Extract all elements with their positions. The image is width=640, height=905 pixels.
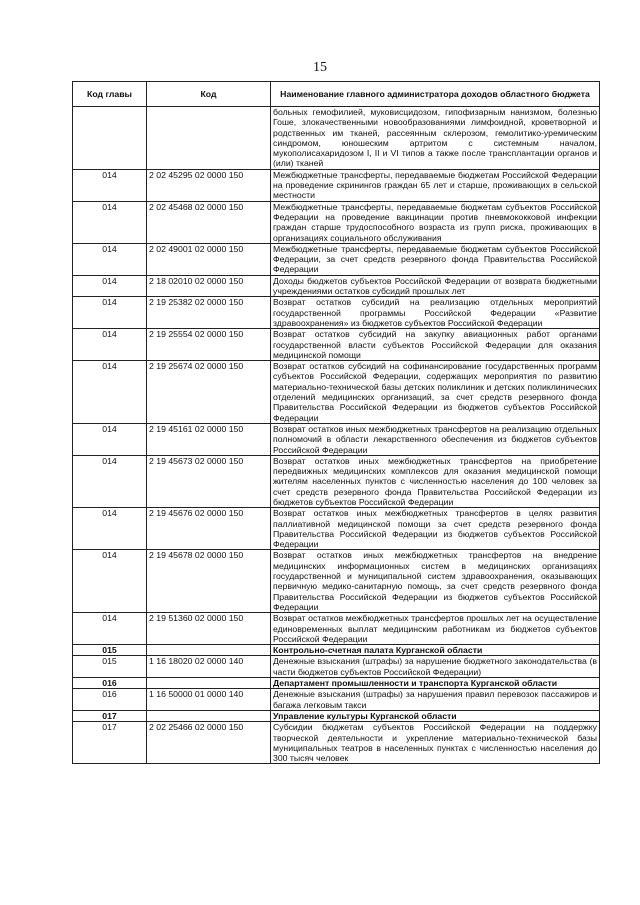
administrator-name-cell: Контрольно-счетная палата Курганской области bbox=[271, 645, 600, 656]
chapter-code-cell: 014 bbox=[73, 613, 147, 645]
chapter-code-cell: 014 bbox=[73, 423, 147, 455]
revenue-code-cell: 2 02 45468 02 0000 150 bbox=[147, 201, 271, 243]
revenue-code-cell bbox=[147, 678, 271, 689]
table-row bbox=[73, 656, 600, 678]
revenue-code-cell: 2 02 25466 02 0000 150 bbox=[147, 722, 271, 764]
administrator-name-cell: Межбюджетные трансферты, передаваемые бюджетам Российской Федерации на проведение скринингов граждан 65 лет и старше, проживающих в сельской местности bbox=[271, 169, 600, 201]
administrator-name-cell: Возврат остатков субсидий на реализацию отдельных мероприятий государственной программы Российской Федерации «Развитие здравоохранения» из бюджетов субъектов Российской Федерации bbox=[271, 297, 600, 329]
header-chapter-code: Код главы bbox=[73, 82, 147, 107]
chapter-code-cell: 017 bbox=[73, 722, 147, 764]
administrator-name-cell: Межбюджетные трансферты, передаваемые бюджетам субъектов Российской Федерации на проведение вакцинации против пневмококковой инфекции граждан старше трудоспособного возраста из групп риска, проживающих в организациях социального обслуживания bbox=[271, 201, 600, 243]
chapter-code-cell: 014 bbox=[73, 361, 147, 424]
administrator-name-cell: больных гемофилией, муковисцидозом, гипофизарным нанизмом, болезнью Гоше, злокачественными новообразованиями лимфоидной, кроветворной и родственных им тканей, рассеянным склерозом, гемолитико-уремическим синдромом, юношеским артритом с системным началом, мукополисахаридозом I, II и VI типов а также после трансплантации органов и (или) тканей bbox=[271, 107, 600, 170]
table-row bbox=[73, 243, 600, 275]
chapter-code-cell: 016 bbox=[73, 689, 147, 711]
chapter-code-cell: 014 bbox=[73, 201, 147, 243]
revenue-code-cell bbox=[147, 710, 271, 721]
administrator-name-cell: Департамент промышленности и транспорта Курганской области bbox=[271, 678, 600, 689]
chapter-code-cell: 014 bbox=[73, 329, 147, 361]
chapter-code-cell: 014 bbox=[73, 275, 147, 297]
header-administrator-name: Наименование главного администратора доходов областного бюджета bbox=[271, 82, 600, 107]
chapter-code-cell: 015 bbox=[73, 645, 147, 656]
chapter-code-cell: 014 bbox=[73, 169, 147, 201]
chapter-code-cell: 014 bbox=[73, 455, 147, 507]
administrator-name-cell: Возврат остатков субсидий на софинансирование государственных программ субъектов Российской Федерации, содержащих мероприятия по развитию материально-технической базы детских поликлиник и детских поликлинических отделений медицинских организаций, за счет средств резервного фонда Правительства Российской Федерации из бюджетов субъектов Российской Федерации bbox=[271, 361, 600, 424]
administrator-name-cell: Возврат остатков иных межбюджетных трансфертов в целях развития паллиативной медицинской помощи за счет средств резервного фонда Правительства Российской Федерации из бюджетов субъектов Российской Федерации bbox=[271, 508, 600, 550]
revenue-code-cell: 2 19 25674 02 0000 150 bbox=[147, 361, 271, 424]
table-row bbox=[73, 169, 600, 201]
table-body bbox=[73, 107, 600, 764]
table-row bbox=[73, 297, 600, 329]
table-row bbox=[73, 613, 600, 645]
chapter-code-cell: 016 bbox=[73, 678, 147, 689]
revenue-code-cell: 2 19 45673 02 0000 150 bbox=[147, 455, 271, 507]
administrator-name-cell: Доходы бюджетов субъектов Российской Федерации от возврата бюджетными учреждениями остатков субсидий прошлых лет bbox=[271, 275, 600, 297]
section-heading-row bbox=[73, 678, 600, 689]
administrator-name-cell: Возврат остатков иных межбюджетных трансфертов на внедрение медицинских информационных систем в медицинских организациях государственной и муниципальной систем здравоохранения, оказывающих первичную медико-санитарную помощь, за счет средств резервного фонда Правительства Российской Федерации из бюджетов субъектов Российской Федерации bbox=[271, 550, 600, 613]
table-row bbox=[73, 275, 600, 297]
revenue-code-cell: 1 16 50000 01 0000 140 bbox=[147, 689, 271, 711]
administrator-name-cell: Денежные взыскания (штрафы) за нарушение бюджетного законодательства (в части бюджетов субъектов Российской Федерации) bbox=[271, 656, 600, 678]
table-row bbox=[73, 689, 600, 711]
header-code: Код bbox=[147, 82, 271, 107]
chapter-code-cell: 014 bbox=[73, 550, 147, 613]
administrator-name-cell: Управление культуры Курганской области bbox=[271, 710, 600, 721]
revenue-administrators-table bbox=[72, 81, 600, 764]
table-row bbox=[73, 361, 600, 424]
table-row bbox=[73, 508, 600, 550]
administrator-name-cell: Возврат остатков межбюджетных трансфертов прошлых лет на осуществление единовременных выплат медицинским работникам из бюджетов субъектов Российской Федерации bbox=[271, 613, 600, 645]
table-row bbox=[73, 107, 600, 170]
table-row bbox=[73, 722, 600, 764]
chapter-code-cell: 015 bbox=[73, 656, 147, 678]
revenue-code-cell: 2 19 25554 02 0000 150 bbox=[147, 329, 271, 361]
page-number: 15 bbox=[313, 60, 327, 75]
revenue-code-cell: 2 19 25382 02 0000 150 bbox=[147, 297, 271, 329]
revenue-code-cell: 2 18 02010 02 0000 150 bbox=[147, 275, 271, 297]
revenue-code-cell: 2 19 45678 02 0000 150 bbox=[147, 550, 271, 613]
section-heading-row bbox=[73, 645, 600, 656]
chapter-code-cell: 014 bbox=[73, 297, 147, 329]
revenue-code-cell: 1 16 18020 02 0000 140 bbox=[147, 656, 271, 678]
administrator-name-cell: Денежные взыскания (штрафы) за нарушения правил перевозок пассажиров и багажа легковым такси bbox=[271, 689, 600, 711]
revenue-code-cell: 2 19 45161 02 0000 150 bbox=[147, 423, 271, 455]
table-header-row bbox=[73, 82, 600, 107]
revenue-code-cell: 2 19 45676 02 0000 150 bbox=[147, 508, 271, 550]
administrator-name-cell: Возврат остатков субсидий на закупку авиационных работ органами государственной власти субъектов Российской Федерации для оказания медицинской помощи bbox=[271, 329, 600, 361]
chapter-code-cell: 014 bbox=[73, 508, 147, 550]
table-row bbox=[73, 550, 600, 613]
revenue-code-cell bbox=[147, 645, 271, 656]
revenue-code-cell: 2 19 51360 02 0000 150 bbox=[147, 613, 271, 645]
chapter-code-cell: 017 bbox=[73, 710, 147, 721]
chapter-code-cell bbox=[73, 107, 147, 170]
table-row bbox=[73, 423, 600, 455]
chapter-code-cell: 014 bbox=[73, 243, 147, 275]
revenue-code-cell: 2 02 45295 02 0000 150 bbox=[147, 169, 271, 201]
administrator-name-cell: Возврат остатков иных межбюджетных трансфертов на приобретение передвижных медицинских комплексов для оказания медицинской помощи жителям населенных пунктов с численностью населения до 100 человек за счет средств резервного фонда Правительства Российской Федерации из бюджетов субъектов Российской Федерации bbox=[271, 455, 600, 507]
section-heading-row bbox=[73, 710, 600, 721]
table-row bbox=[73, 201, 600, 243]
revenue-code-cell: 2 02 49001 02 0000 150 bbox=[147, 243, 271, 275]
revenue-code-cell bbox=[147, 107, 271, 170]
administrator-name-cell: Субсидии бюджетам субъектов Российской Федерации на поддержку творческой деятельности и укрепление материально-технической базы муниципальных театров в населенных пунктах с численностью населения до 300 тысяч человек bbox=[271, 722, 600, 764]
table-row bbox=[73, 329, 600, 361]
table-row bbox=[73, 455, 600, 507]
administrator-name-cell: Возврат остатков иных межбюджетных трансфертов на реализацию отдельных полномочий в области лекарственного обеспечения из бюджетов субъектов Российской Федерации bbox=[271, 423, 600, 455]
administrator-name-cell: Межбюджетные трансферты, передаваемые бюджетам субъектов Российской Федерации, за счет средств резервного фонда Правительства Российской Федерации bbox=[271, 243, 600, 275]
